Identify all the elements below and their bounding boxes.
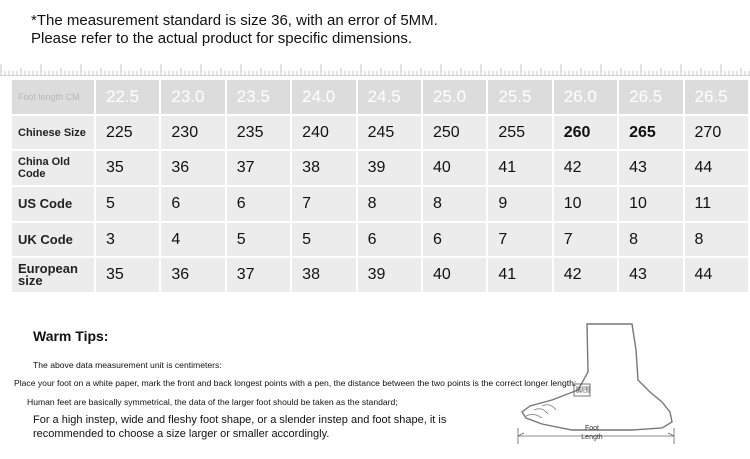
table-row (12, 187, 750, 223)
tips-title: Warm Tips: (33, 328, 109, 344)
table-cell: 10 (554, 187, 619, 223)
table-cell: 42 (554, 258, 619, 294)
table-cell: 225 (96, 116, 161, 152)
foot-length-label (572, 424, 612, 442)
table-cell: 10 (619, 187, 684, 223)
table-cell: 44 (685, 258, 750, 294)
table-cell: 37 (227, 258, 292, 294)
foot-measurement-diagram (512, 320, 682, 448)
table-cell: 5 (292, 223, 357, 259)
notice-line-2: Please refer to the actual product for specific dimensions. (31, 30, 413, 47)
table-cell: 36 (161, 258, 226, 294)
table-cell: 23.5 (227, 80, 292, 116)
table-cell: 7 (292, 187, 357, 223)
table-cell: 38 (292, 258, 357, 294)
table-cell: 6 (423, 223, 488, 259)
tip-unit: The above data measurement unit is centimeters: (33, 360, 222, 370)
table-row (12, 223, 750, 259)
table-cell: 9 (488, 187, 553, 223)
table-cell: 26.0 (554, 80, 619, 116)
table-cell: 42 (554, 151, 619, 187)
table-cell: 35 (96, 258, 161, 294)
table-cell: 8 (423, 187, 488, 223)
table-cell: 24.5 (358, 80, 423, 116)
table-row (12, 258, 750, 294)
table-cell: 5 (227, 223, 292, 259)
row-label: China Old Code (12, 151, 96, 187)
row-label: Chinese Size (12, 116, 96, 152)
size-chart-table (12, 80, 750, 294)
ruler-ticks (0, 60, 750, 76)
table-cell: 8 (619, 223, 684, 259)
tip-foot-shape: For a high instep, wide and fleshy foot shape, or a slender instep and foot shape, it is recommended to choose a size larger or smaller accordingly. (33, 414, 447, 440)
table-cell: 25.5 (488, 80, 553, 116)
table-cell: 44 (685, 151, 750, 187)
row-label: UK Code (12, 223, 96, 259)
table-cell: 24.0 (292, 80, 357, 116)
foot-width-label: 脚围 (576, 387, 590, 394)
table-cell: 11 (685, 187, 750, 223)
table-cell: 35 (96, 151, 161, 187)
table-cell: 7 (554, 223, 619, 259)
notice-line-1: *The measurement standard is size 36, with an error of 5MM. (31, 12, 438, 29)
table-cell: 255 (488, 116, 553, 152)
foot-length-label-line-1: Foot (584, 425, 599, 432)
ruler-decoration (0, 60, 750, 76)
table-row (12, 151, 750, 187)
table-cell: 235 (227, 116, 292, 152)
table-header-row (12, 80, 750, 116)
table-cell: 25.0 (423, 80, 488, 116)
table-cell: 250 (423, 116, 488, 152)
table-cell: 41 (488, 258, 553, 294)
table-cell: 22.5 (96, 80, 161, 116)
row-label: European size (12, 258, 96, 294)
measurement-notice (31, 12, 438, 48)
table-cell: 6 (161, 187, 226, 223)
table-cell: 23.0 (161, 80, 226, 116)
tip-measure-method: Place your foot on a white paper, mark the front and back longest points with a pen, the distance between the two points is the correct longer length: (14, 378, 577, 388)
table-cell: 41 (488, 151, 553, 187)
table-cell: 265 (619, 116, 684, 152)
table-cell: 270 (685, 116, 750, 152)
table-cell: 39 (358, 258, 423, 294)
row-label: Foot length CM (12, 80, 96, 116)
foot-length-label-line-2: Length (581, 434, 603, 441)
table-cell: 8 (358, 187, 423, 223)
table-cell: 38 (292, 151, 357, 187)
table-cell: 26.5 (619, 80, 684, 116)
table-cell: 240 (292, 116, 357, 152)
table-cell: 5 (96, 187, 161, 223)
table-cell: 3 (96, 223, 161, 259)
table-cell: 26.5 (685, 80, 750, 116)
table-cell: 6 (227, 187, 292, 223)
table-cell: 37 (227, 151, 292, 187)
table-cell: 43 (619, 258, 684, 294)
table-cell: 40 (423, 258, 488, 294)
table-cell: 6 (358, 223, 423, 259)
table-cell: 230 (161, 116, 226, 152)
table-cell: 7 (488, 223, 553, 259)
table-cell: 260 (554, 116, 619, 152)
table-cell: 245 (358, 116, 423, 152)
table-cell: 8 (685, 223, 750, 259)
table-cell: 39 (358, 151, 423, 187)
table-cell: 43 (619, 151, 684, 187)
table-cell: 40 (423, 151, 488, 187)
table-row (12, 116, 750, 152)
tip-symmetry: Human feet are basically symmetrical, the data of the larger foot should be taken as the standard; (27, 397, 398, 407)
table-cell: 4 (161, 223, 226, 259)
row-label: US Code (12, 187, 96, 223)
table-cell: 36 (161, 151, 226, 187)
